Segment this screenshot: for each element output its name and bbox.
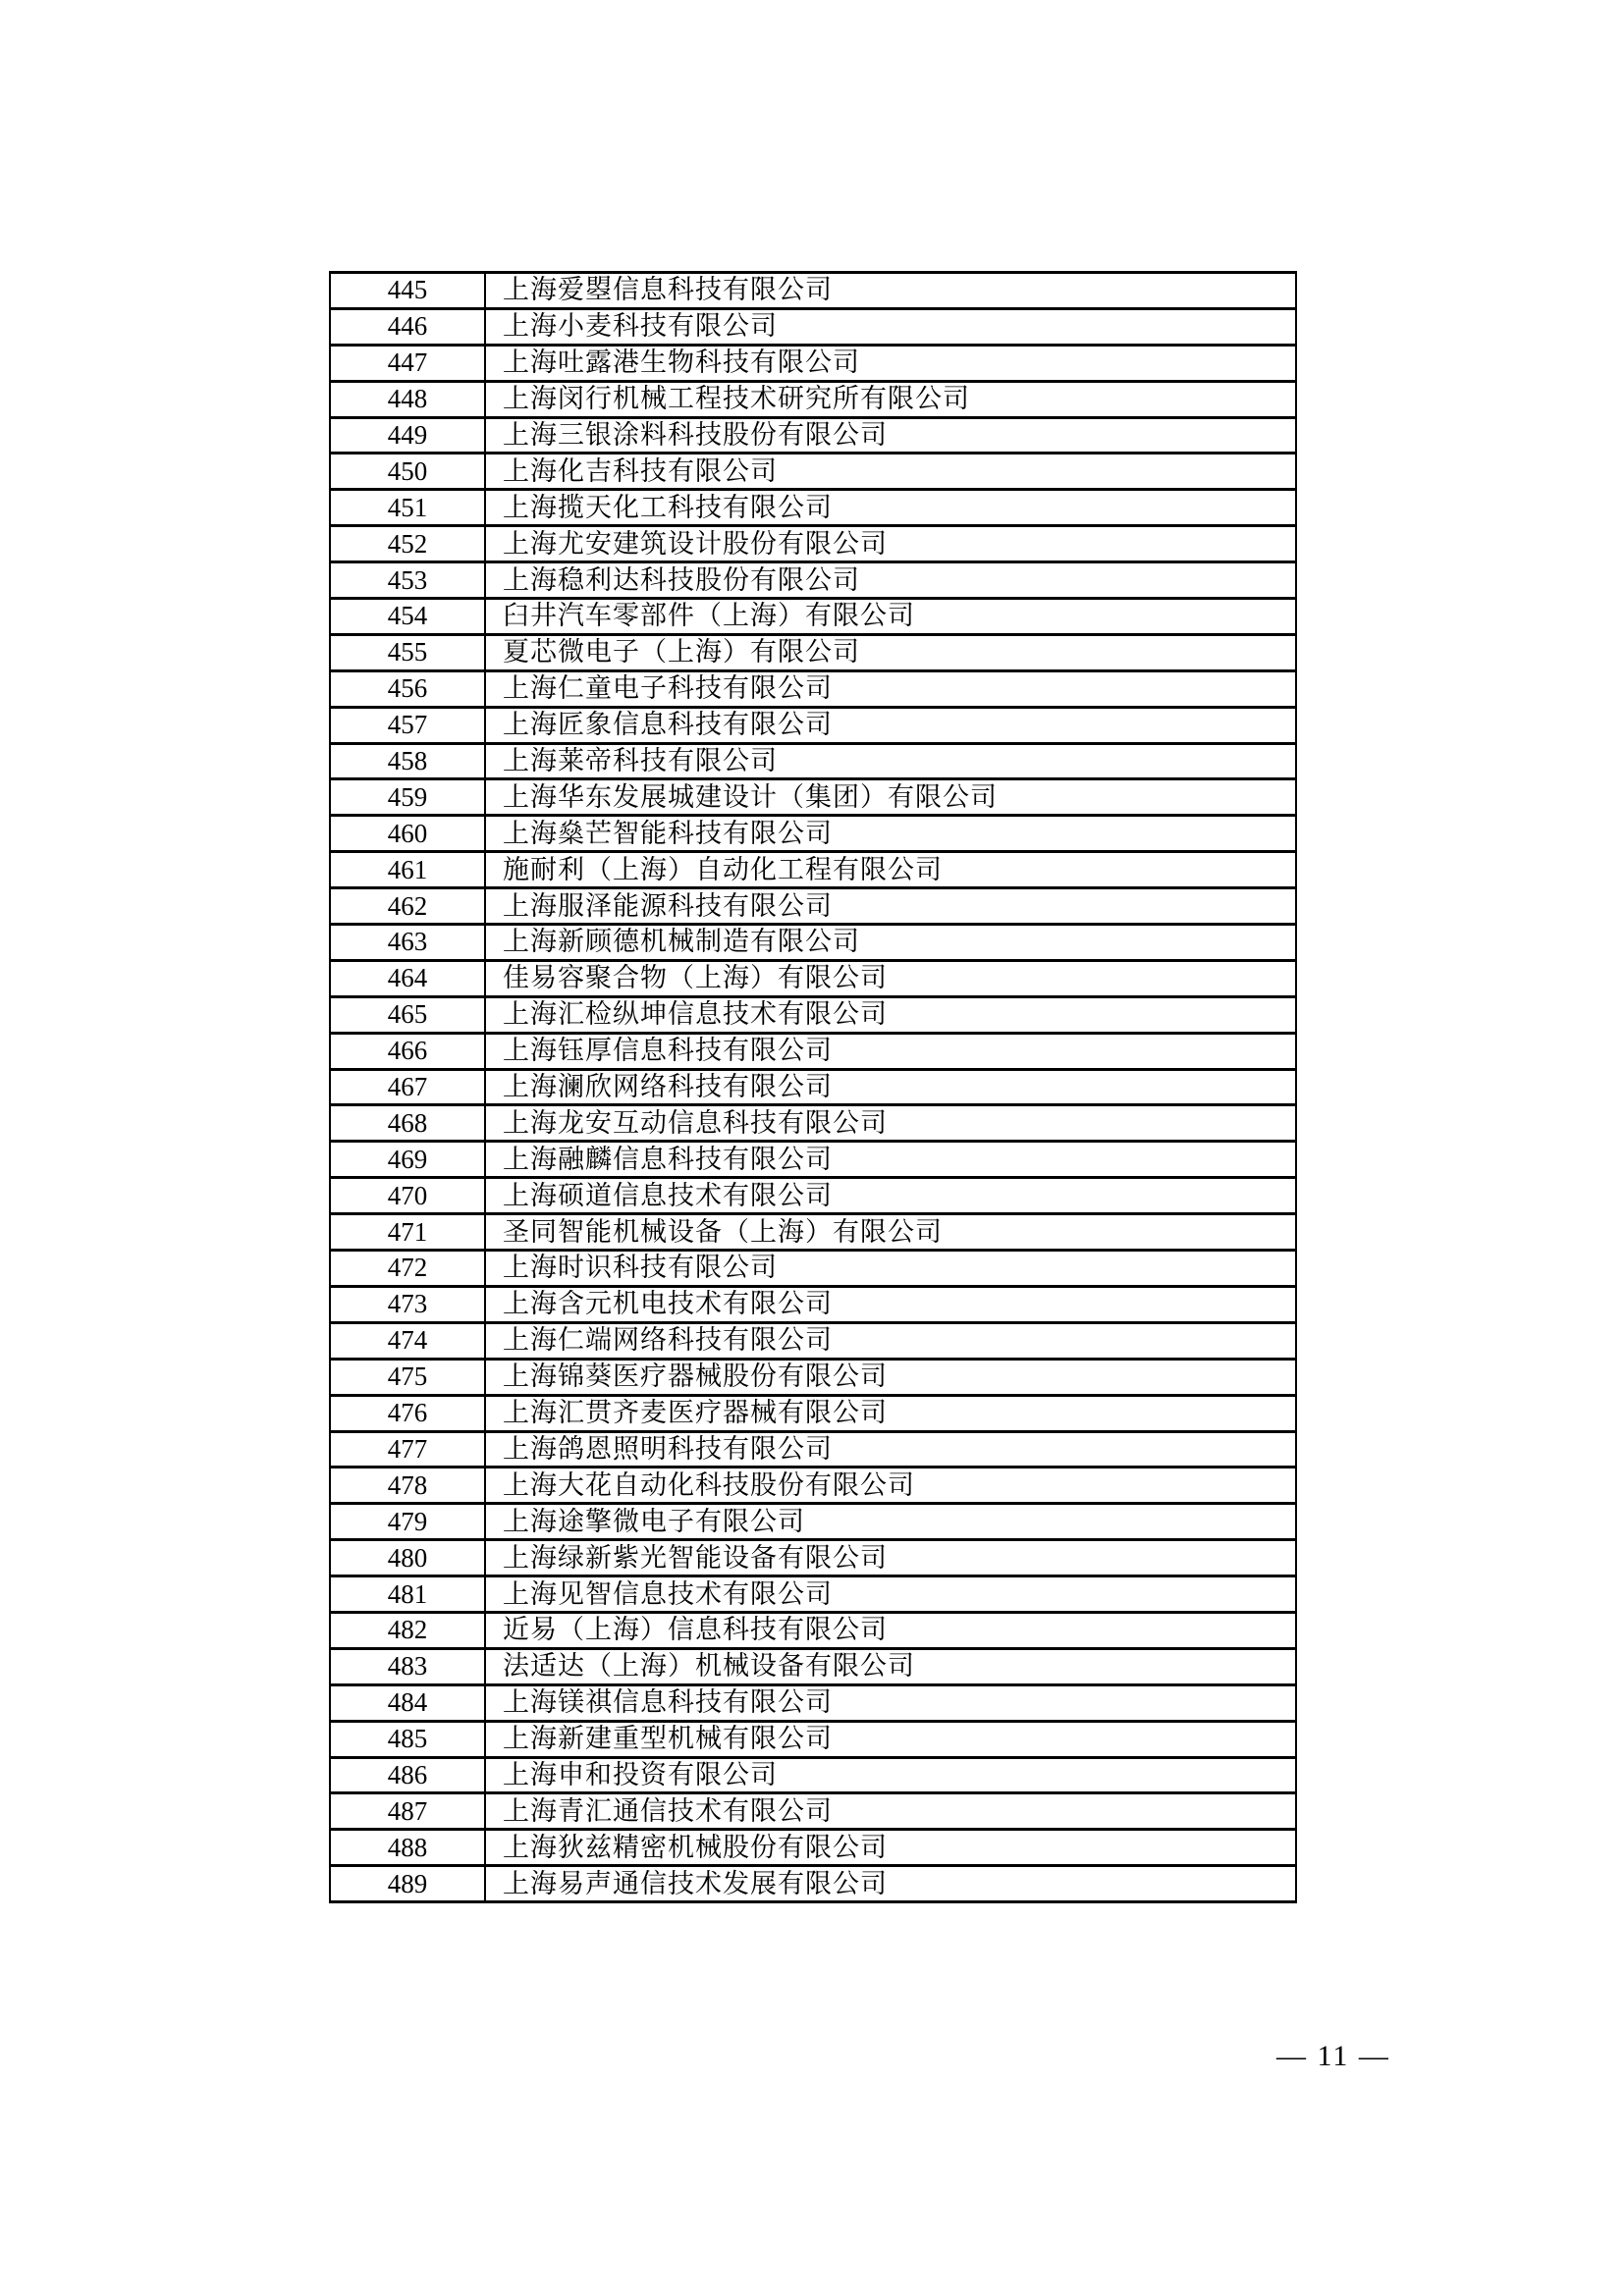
row-number-cell: 458	[330, 743, 485, 779]
company-name-cell: 上海爱曌信息科技有限公司	[485, 273, 1296, 309]
row-number-cell: 476	[330, 1395, 485, 1431]
row-number-cell: 445	[330, 273, 485, 309]
row-number-cell: 483	[330, 1648, 485, 1684]
company-name-cell: 上海狄兹精密机械股份有限公司	[485, 1830, 1296, 1866]
table-row	[330, 417, 1296, 454]
table-row	[330, 1142, 1296, 1178]
company-name-cell: 上海时识科技有限公司	[485, 1251, 1296, 1287]
table-row	[330, 273, 1296, 309]
row-number-cell: 463	[330, 925, 485, 961]
table-row	[330, 1793, 1296, 1830]
company-name-cell: 上海仁端网络科技有限公司	[485, 1322, 1296, 1359]
company-name-cell: 上海稳利达科技股份有限公司	[485, 562, 1296, 599]
company-name-cell: 上海申和投资有限公司	[485, 1757, 1296, 1793]
table-row	[330, 816, 1296, 852]
row-number-cell: 451	[330, 490, 485, 526]
table-row	[330, 1866, 1296, 1902]
company-name-cell: 上海锦葵医疗器械股份有限公司	[485, 1359, 1296, 1395]
row-number-cell: 489	[330, 1866, 485, 1902]
row-number-cell: 480	[330, 1540, 485, 1576]
company-name-cell: 上海尤安建筑设计股份有限公司	[485, 526, 1296, 562]
row-number-cell: 459	[330, 779, 485, 816]
table-row	[330, 1504, 1296, 1540]
company-name-cell: 上海莱帝科技有限公司	[485, 743, 1296, 779]
table-row	[330, 1684, 1296, 1721]
company-name-cell: 上海青汇通信技术有限公司	[485, 1793, 1296, 1830]
table-row	[330, 743, 1296, 779]
row-number-cell: 446	[330, 308, 485, 345]
row-number-cell: 487	[330, 1793, 485, 1830]
company-name-cell: 近易（上海）信息科技有限公司	[485, 1612, 1296, 1648]
company-name-cell: 上海融麟信息科技有限公司	[485, 1142, 1296, 1178]
table-row	[330, 381, 1296, 417]
table-row	[330, 1830, 1296, 1866]
company-name-cell: 上海硕道信息技术有限公司	[485, 1178, 1296, 1214]
table-row	[330, 670, 1296, 707]
company-name-cell: 上海燊芒智能科技有限公司	[485, 816, 1296, 852]
company-name-cell: 上海化吉科技有限公司	[485, 454, 1296, 490]
table-row	[330, 345, 1296, 381]
company-name-cell: 上海汇检纵坤信息技术有限公司	[485, 996, 1296, 1033]
row-number-cell: 486	[330, 1757, 485, 1793]
table-row	[330, 852, 1296, 888]
company-name-cell: 佳易容聚合物（上海）有限公司	[485, 960, 1296, 996]
row-number-cell: 462	[330, 888, 485, 925]
company-table	[329, 271, 1297, 1903]
table-row	[330, 1033, 1296, 1069]
company-name-cell: 臼井汽车零部件（上海）有限公司	[485, 599, 1296, 635]
table-row	[330, 1322, 1296, 1359]
table-row	[330, 707, 1296, 743]
company-name-cell: 上海新顾德机械制造有限公司	[485, 925, 1296, 961]
table-row	[330, 1757, 1296, 1793]
table-row	[330, 1214, 1296, 1251]
company-name-cell: 上海吐露港生物科技有限公司	[485, 345, 1296, 381]
company-name-cell: 上海新建重型机械有限公司	[485, 1721, 1296, 1757]
row-number-cell: 478	[330, 1468, 485, 1504]
table-row	[330, 996, 1296, 1033]
row-number-cell: 455	[330, 634, 485, 670]
row-number-cell: 477	[330, 1431, 485, 1468]
table-row	[330, 1178, 1296, 1214]
row-number-cell: 482	[330, 1612, 485, 1648]
company-name-cell: 上海匠象信息科技有限公司	[485, 707, 1296, 743]
row-number-cell: 488	[330, 1830, 485, 1866]
company-name-cell: 上海途擎微电子有限公司	[485, 1504, 1296, 1540]
table-row	[330, 308, 1296, 345]
company-name-cell: 上海镁祺信息科技有限公司	[485, 1684, 1296, 1721]
row-number-cell: 457	[330, 707, 485, 743]
row-number-cell: 481	[330, 1576, 485, 1613]
row-number-cell: 452	[330, 526, 485, 562]
table-row	[330, 1576, 1296, 1613]
company-name-cell: 圣同智能机械设备（上海）有限公司	[485, 1214, 1296, 1251]
company-table-body	[330, 273, 1296, 1902]
table-row	[330, 1251, 1296, 1287]
table-row	[330, 1648, 1296, 1684]
company-name-cell: 上海服泽能源科技有限公司	[485, 888, 1296, 925]
company-name-cell: 上海大花自动化科技股份有限公司	[485, 1468, 1296, 1504]
row-number-cell: 450	[330, 454, 485, 490]
company-name-cell: 上海绿新紫光智能设备有限公司	[485, 1540, 1296, 1576]
company-name-cell: 上海小麦科技有限公司	[485, 308, 1296, 345]
row-number-cell: 475	[330, 1359, 485, 1395]
row-number-cell: 466	[330, 1033, 485, 1069]
row-number-cell: 469	[330, 1142, 485, 1178]
table-row	[330, 1540, 1296, 1576]
table-row	[330, 1431, 1296, 1468]
table-row	[330, 1105, 1296, 1142]
company-name-cell: 上海华东发展城建设计（集团）有限公司	[485, 779, 1296, 816]
row-number-cell: 461	[330, 852, 485, 888]
company-name-cell: 上海易声通信技术发展有限公司	[485, 1866, 1296, 1902]
row-number-cell: 456	[330, 670, 485, 707]
company-name-cell: 上海三银涂料科技股份有限公司	[485, 417, 1296, 454]
row-number-cell: 484	[330, 1684, 485, 1721]
company-name-cell: 法适达（上海）机械设备有限公司	[485, 1648, 1296, 1684]
company-name-cell: 上海闵行机械工程技术研究所有限公司	[485, 381, 1296, 417]
table-row	[330, 960, 1296, 996]
row-number-cell: 474	[330, 1322, 485, 1359]
table-row	[330, 599, 1296, 635]
company-name-cell: 施耐利（上海）自动化工程有限公司	[485, 852, 1296, 888]
table-row	[330, 1395, 1296, 1431]
table-row	[330, 1286, 1296, 1322]
company-name-cell: 上海钰厚信息科技有限公司	[485, 1033, 1296, 1069]
row-number-cell: 460	[330, 816, 485, 852]
company-name-cell: 上海仁童电子科技有限公司	[485, 670, 1296, 707]
row-number-cell: 467	[330, 1069, 485, 1105]
row-number-cell: 473	[330, 1286, 485, 1322]
row-number-cell: 470	[330, 1178, 485, 1214]
table-row	[330, 779, 1296, 816]
table-row	[330, 634, 1296, 670]
table-row	[330, 490, 1296, 526]
row-number-cell: 449	[330, 417, 485, 454]
table-row	[330, 562, 1296, 599]
table-row	[330, 925, 1296, 961]
table-row	[330, 526, 1296, 562]
row-number-cell: 453	[330, 562, 485, 599]
table-row	[330, 1468, 1296, 1504]
row-number-cell: 447	[330, 345, 485, 381]
company-name-cell: 上海鸽恩照明科技有限公司	[485, 1431, 1296, 1468]
row-number-cell: 468	[330, 1105, 485, 1142]
table-row	[330, 1359, 1296, 1395]
row-number-cell: 471	[330, 1214, 485, 1251]
page-number: — 11 —	[1276, 2040, 1390, 2072]
company-name-cell: 上海龙安互动信息科技有限公司	[485, 1105, 1296, 1142]
row-number-cell: 454	[330, 599, 485, 635]
table-row	[330, 1069, 1296, 1105]
row-number-cell: 464	[330, 960, 485, 996]
table-row	[330, 1612, 1296, 1648]
company-name-cell: 上海含元机电技术有限公司	[485, 1286, 1296, 1322]
row-number-cell: 485	[330, 1721, 485, 1757]
row-number-cell: 448	[330, 381, 485, 417]
company-name-cell: 上海澜欣网络科技有限公司	[485, 1069, 1296, 1105]
table-row	[330, 888, 1296, 925]
row-number-cell: 465	[330, 996, 485, 1033]
table-row	[330, 454, 1296, 490]
company-name-cell: 夏芯微电子（上海）有限公司	[485, 634, 1296, 670]
company-name-cell: 上海见智信息技术有限公司	[485, 1576, 1296, 1613]
company-name-cell: 上海汇贯齐麦医疗器械有限公司	[485, 1395, 1296, 1431]
row-number-cell: 472	[330, 1251, 485, 1287]
company-name-cell: 上海揽天化工科技有限公司	[485, 490, 1296, 526]
row-number-cell: 479	[330, 1504, 485, 1540]
table-row	[330, 1721, 1296, 1757]
